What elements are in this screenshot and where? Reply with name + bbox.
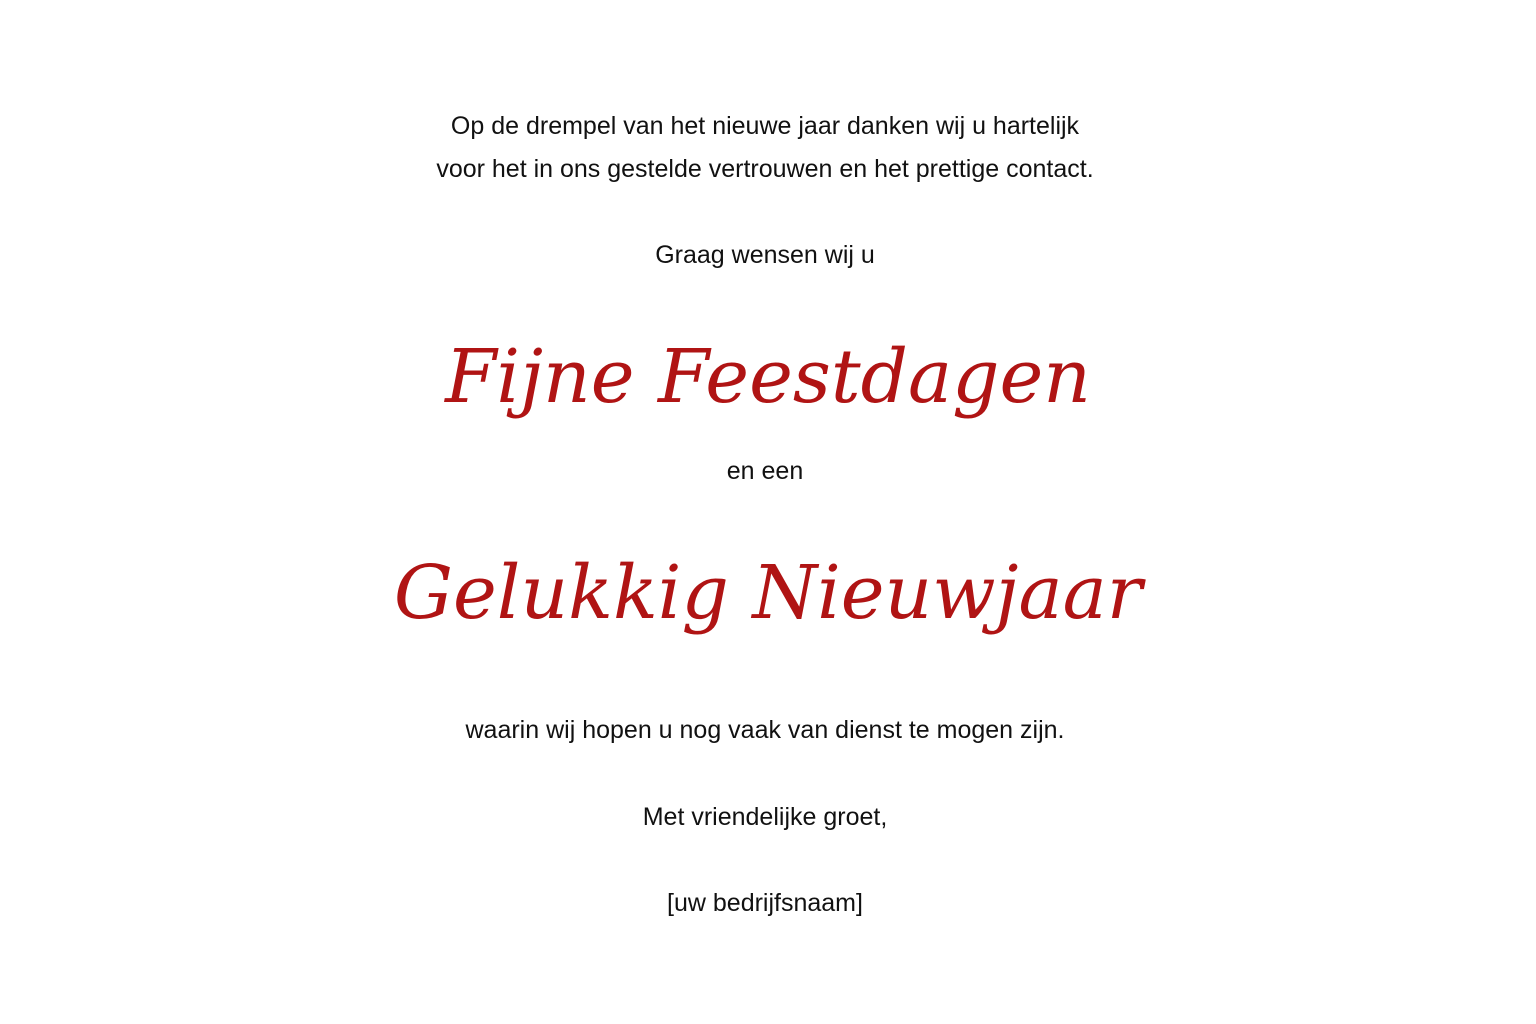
closing-line: waarin wij hopen u nog vaak van dienst te mogen zijn. [465, 716, 1065, 744]
sign-off: Met vriendelijke groet, [642, 803, 888, 831]
wish-intro: Graag wensen wij u [655, 241, 875, 269]
company-name-placeholder: [uw bedrijfsnaam] [667, 889, 863, 917]
intro-line-1: Op de drempel van het nieuwe jaar danken wij u hartelijk [450, 112, 1080, 140]
intro-line-2: voor het in ons gestelde vertrouwen en het prettige contact. [436, 155, 1094, 183]
greeting-fijne-feestdagen: Fijne Feestdagen [445, 334, 1091, 420]
greeting-gelukkig-nieuwjaar: Gelukkig Nieuwjaar [393, 550, 1143, 636]
connector-text: en een [726, 457, 804, 485]
